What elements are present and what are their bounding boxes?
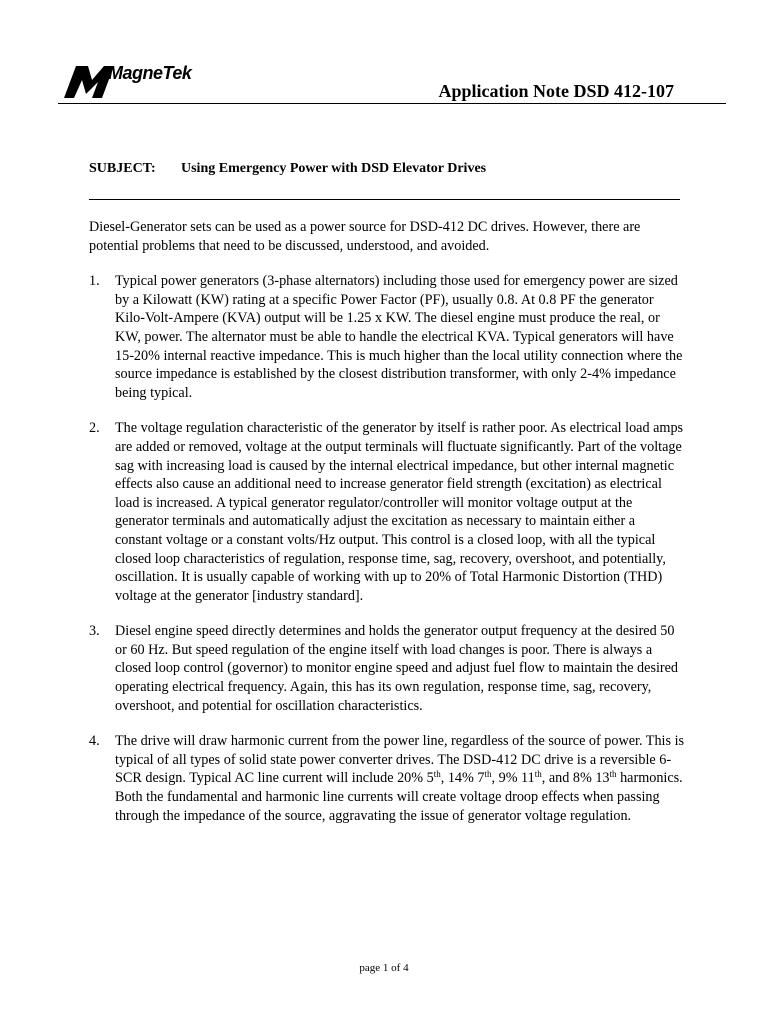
numbered-list <box>89 272 685 825</box>
subject-text: Using Emergency Power with DSD Elevator Drives <box>181 161 487 176</box>
page-number: page 1 of 4 <box>359 962 409 974</box>
text-segment: , 14% 7 <box>440 770 485 787</box>
superscript: th <box>534 769 542 780</box>
logo-text: MagneTek <box>108 63 192 83</box>
header-divider <box>58 103 726 104</box>
list-item-text <box>115 733 684 823</box>
application-note-title: Application Note DSD 412-107 <box>438 81 674 101</box>
list-item-text: Diesel engine speed directly determines and holds the generator output frequency at the desired 50 or 60 Hz. But speed regulation of the engine itself with load changes is poor. There is always a closed loop control (governor) to monitor engine speed and adjust fuel flow to maintain the desired operating electrical frequency. Again, this has its own regulation, response time, sag, recovery, overshoot, and potential for oscillation characteristics. <box>115 623 679 714</box>
list-item-number: 1. <box>89 273 100 290</box>
list-item-text: The voltage regulation characteristic of the generator by itself is rather poor. As electrical load amps are added or removed, voltage at the output terminals will fluctuate significantly. Part of the voltage sag with increasing load is caused by the internal electrical impedance, but other internal magnetic effects also cause an additional need to increase generator field strength (excitation) as electrical load is increased. A typical generator regulator/controller will monitor voltage output at the generator terminals and automatically adjust the excitation as necessary to maintain either a constant voltage or a constant volts/Hz output. This control is a closed loop, with all the typical closed loop characteristics of regulation, response time, sag, recovery, overshoot, and potentially, oscillation. It is usually capable of working with up to 20% of Total Harmonic Distortion (THD) voltage at the generator [industry standard]. <box>115 420 684 604</box>
document-body <box>89 218 685 842</box>
subject-label: SUBJECT: <box>89 161 156 176</box>
intro-paragraph: Diesel-Generator sets can be used as a power source for DSD-412 DC drives. However, there are potential problems that need to be discussed, understood, and avoided. <box>89 219 641 254</box>
list-item <box>89 272 685 402</box>
text-segment: , and 8% 13 <box>541 770 610 787</box>
list-item <box>89 732 685 825</box>
text-segment: harmonics. Both the fundamental and harmonic line currents will create voltage droop effects when passing through the impedance of the source, aggravating the issue of generator voltage regulation. <box>115 770 683 824</box>
list-item-number: 2. <box>89 420 100 437</box>
list-item-number: 4. <box>89 733 100 750</box>
superscript: th <box>609 769 617 780</box>
superscript: th <box>484 769 492 780</box>
text-segment: The drive will draw harmonic current from the power line, regardless of the source of power. This is typical of all types of solid state power converter drives. The DSD-412 DC drive is a reversible 6-SCR design. Typical AC line current will include 20% 5 <box>115 733 685 787</box>
list-item-number: 3. <box>89 623 100 640</box>
subject-divider <box>89 199 680 200</box>
list-item-text: Typical power generators (3-phase alternators) including those used for emergency power are sized by a Kilowatt (KW) rating at a specific Power Factor (PF), usually 0.8. At 0.8 PF the generator Kilo-Volt-Ampere (KVA) output will be 1.25 x KW. The diesel engine must produce the real, or KW, power. The alternator must be able to handle the electrical KVA. Typical generators will have 15-20% internal reactive impedance. This is much higher than the local utility connection where the source impedance is established by the closest distribution transformer, with only 2-4% impedance being typical. <box>115 273 683 401</box>
list-item <box>89 622 685 715</box>
superscript: th <box>433 769 441 780</box>
subject-line <box>89 161 486 177</box>
list-item <box>89 419 685 605</box>
text-segment: , 9% 11 <box>491 770 535 787</box>
